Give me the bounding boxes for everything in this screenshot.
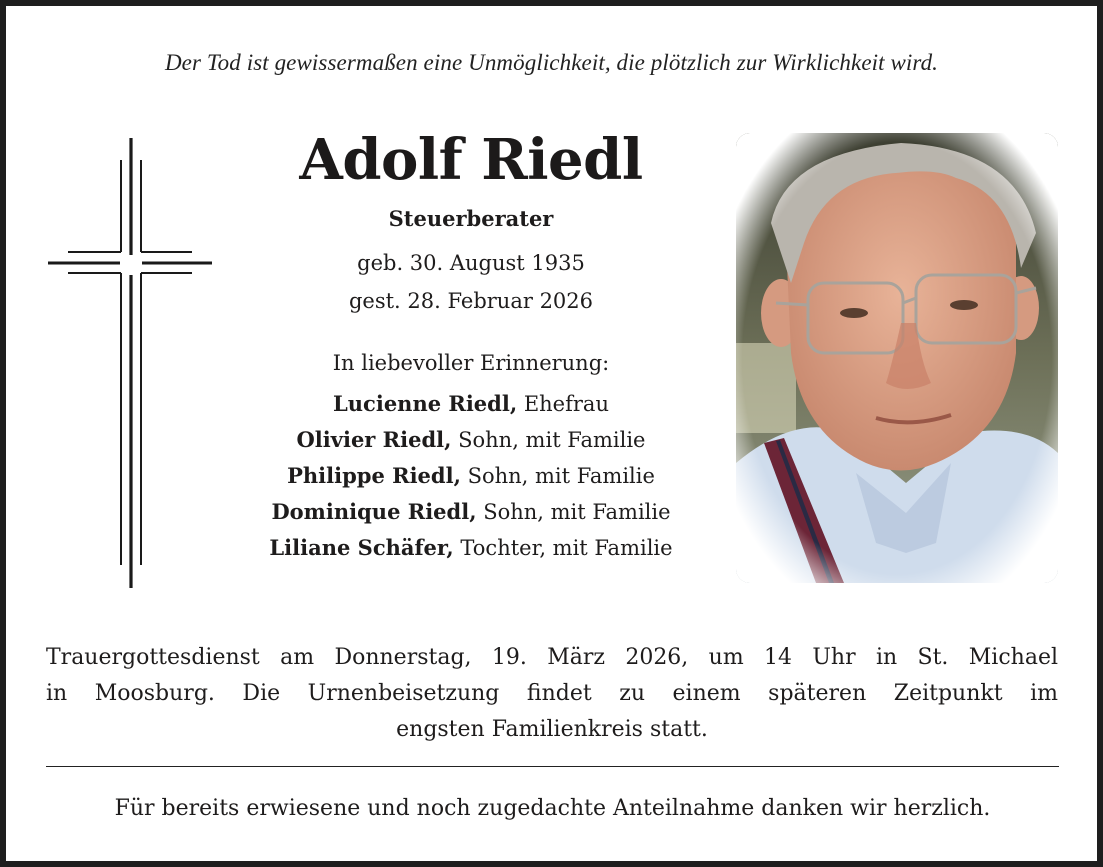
mourner-list	[211, 386, 731, 566]
service-line-2: in Moosburg. Die Urnenbeisetzung findet zu einem späteren Zeitpunkt im	[46, 681, 1058, 706]
memory-heading: In liebevoller Erinnerung:	[332, 351, 610, 375]
deceased-info	[211, 124, 731, 566]
service-announcement	[46, 640, 1058, 748]
mourner-relation: Sohn, mit Familie	[451, 428, 646, 452]
divider-line	[46, 766, 1059, 767]
mourner-item	[211, 422, 731, 458]
mourner-relation: Sohn, mit Familie	[476, 500, 671, 524]
mourner-item	[211, 386, 731, 422]
deceased-profession: Steuerberater	[388, 206, 554, 231]
mourner-name: Olivier Riedl,	[296, 427, 452, 452]
mourner-item	[211, 458, 731, 494]
mourner-relation: Sohn, mit Familie	[460, 464, 655, 488]
mourner-name: Lucienne Riedl,	[333, 391, 518, 416]
mourner-name: Liliane Schäfer,	[269, 535, 454, 560]
birth-date: geb. 30. August 1935	[357, 251, 585, 275]
mourner-name: Philippe Riedl,	[287, 463, 461, 488]
death-date: gest. 28. Februar 2026	[348, 289, 594, 313]
life-dates	[211, 244, 731, 320]
service-line-3: engsten Familienkreis statt.	[396, 717, 708, 742]
obituary-card	[6, 6, 1097, 861]
mourner-relation: Ehefrau	[517, 392, 609, 416]
mourner-item	[211, 494, 731, 530]
mourner-relation: Tochter, mit Familie	[453, 536, 673, 560]
deceased-name: Adolf Riedl	[299, 127, 643, 193]
mourner-name: Dominique Riedl,	[271, 499, 477, 524]
thanks-note: Für bereits erwiesene und noch zugedachte Anteilnahme danken wir herzlich.	[114, 796, 991, 821]
mourner-item	[211, 530, 731, 566]
portrait-illustration-icon	[736, 133, 1058, 583]
motto-quote: Der Tod ist gewissermaßen eine Unmöglichkeit, die plötzlich zur Wirklichkeit wird.	[164, 50, 939, 75]
portrait-photo	[736, 133, 1058, 583]
service-line-1: Trauergottesdienst am Donnerstag, 19. März 2026, um 14 Uhr in St. Michael	[46, 645, 1058, 670]
cross-icon	[42, 132, 212, 592]
